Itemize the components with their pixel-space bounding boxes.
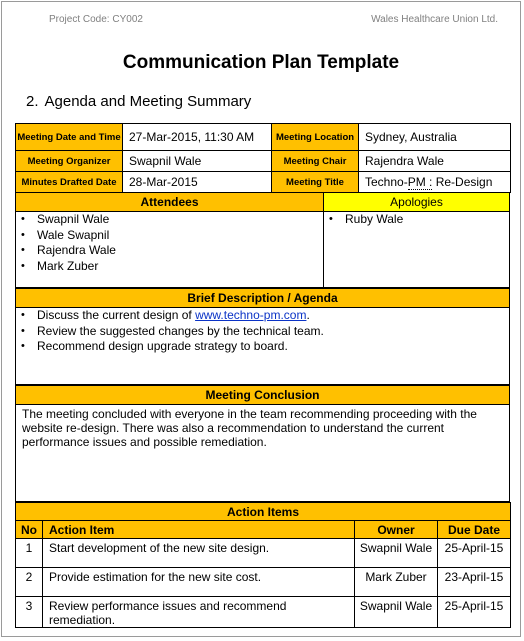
agenda-item: • Recommend design upgrade strategy to board. (16, 339, 509, 355)
action-no: 2 (16, 568, 43, 597)
section-heading (26, 93, 251, 110)
table-row (16, 568, 511, 597)
table-row (16, 539, 511, 568)
attendees-header: Attendees (16, 193, 323, 212)
section-title: Agenda and Meeting Summary (44, 93, 252, 110)
meeting-title-suffix: Re-Design (432, 175, 493, 189)
action-owner: Swapnil Wale (355, 539, 438, 568)
meeting-location-value: Sydney, Australia (359, 124, 511, 151)
agenda-section (15, 288, 510, 385)
attendee-item: • Rajendra Wale (16, 243, 323, 259)
col-no-header: No (16, 521, 43, 539)
meeting-info-table (15, 123, 511, 193)
agenda-item-punct: . (306, 308, 310, 322)
action-item: Start development of the new site design. (43, 539, 355, 568)
conclusion-section (15, 385, 510, 502)
col-owner-header: Owner (355, 521, 438, 539)
meeting-chair-value: Rajendra Wale (359, 151, 511, 172)
meeting-title-value (359, 172, 511, 193)
apologies-list (324, 212, 509, 228)
attendees-list (16, 212, 323, 274)
meeting-chair-label: Meeting Chair (272, 151, 359, 172)
minutes-drafted-value: 28-Mar-2015 (123, 172, 272, 193)
action-no: 3 (16, 597, 43, 628)
meeting-title-pm: PM : (407, 175, 433, 189)
meeting-date-value: 27-Mar-2015, 11:30 AM (123, 124, 272, 151)
table-row (16, 597, 511, 628)
action-owner: Mark Zuber (355, 568, 438, 597)
meeting-title-label: Meeting Title (272, 172, 359, 193)
action-owner: Swapnil Wale (355, 597, 438, 628)
agenda-list (16, 308, 509, 355)
project-code: Project Code: CY002 (49, 14, 143, 25)
action-due: 25-April-15 (438, 539, 511, 568)
website-link[interactable]: www.techno-pm.com (195, 308, 307, 322)
attendee-item: • Swapnil Wale (16, 212, 323, 228)
attendee-item: • Wale Swapnil (16, 228, 323, 244)
conclusion-text: The meeting concluded with everyone in the team recommending proceeding with the website re-design. There was also a recommendation to understand the current performance issues and possible remediation. (22, 407, 477, 449)
agenda-item (16, 308, 509, 324)
action-items-table (15, 502, 511, 628)
col-action-header: Action Item (43, 521, 355, 539)
agenda-header: Brief Description / Agenda (16, 289, 509, 308)
apologies-panel (324, 193, 509, 287)
apologies-header: Apologies (324, 193, 509, 212)
meeting-organizer-value: Swapnil Wale (123, 151, 272, 172)
action-no: 1 (16, 539, 43, 568)
conclusion-header: Meeting Conclusion (16, 386, 509, 405)
document-page (1, 1, 521, 637)
company-name: Wales Healthcare Union Ltd. (371, 14, 498, 25)
action-items-header: Action Items (16, 503, 511, 521)
meeting-title-prefix: Techno- (365, 175, 408, 189)
action-due: 25-April-15 (438, 597, 511, 628)
meeting-date-label: Meeting Date and Time (16, 124, 123, 151)
meeting-location-label: Meeting Location (272, 124, 359, 151)
attendees-apologies-section (15, 192, 510, 288)
action-due: 23-April-15 (438, 568, 511, 597)
agenda-item: • Review the suggested changes by the technical team. (16, 324, 509, 340)
action-item: Review performance issues and recommend remediation. (43, 597, 355, 628)
section-number: 2. (26, 93, 39, 110)
col-due-header: Due Date (438, 521, 511, 539)
action-item: Provide estimation for the new site cost. (43, 568, 355, 597)
minutes-drafted-label: Minutes Drafted Date (16, 172, 123, 193)
attendee-item: • Mark Zuber (16, 259, 323, 275)
apology-item: • Ruby Wale (324, 212, 509, 228)
meeting-organizer-label: Meeting Organizer (16, 151, 123, 172)
agenda-item-text: Discuss the current design of (37, 308, 196, 322)
attendees-panel (16, 193, 324, 287)
document-title: Communication Plan Template (122, 52, 400, 73)
